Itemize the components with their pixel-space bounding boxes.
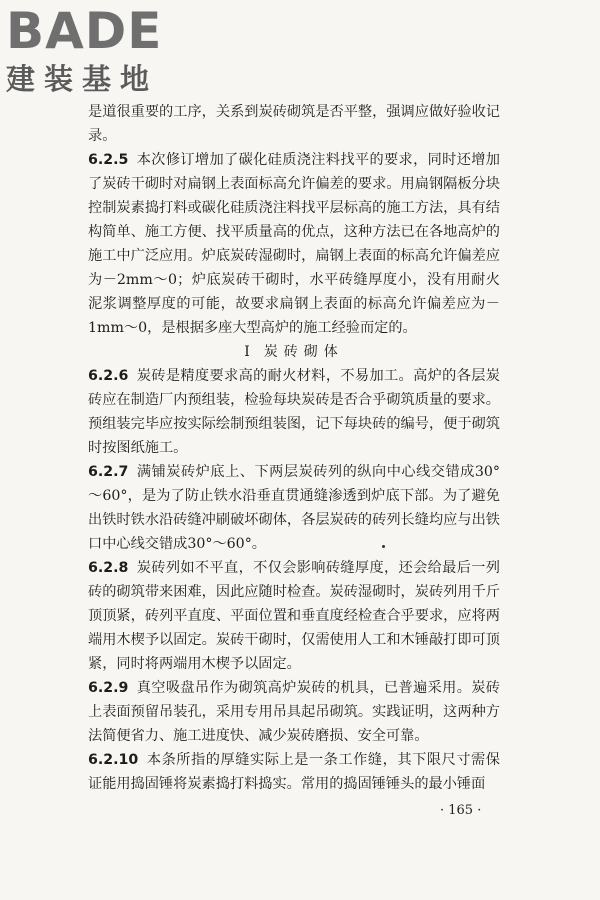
clause-text: 本次修订增加了碳化硅质浇注料找平的要求，同时还增加了炭砖干砌时对扁钢上表面标高允许偏差的要求。用扁钢隔板分块控制炭素捣打料或碳化硅质浇注料找平层标高的施工方法，具有结构简单、施工方便、找平质量高的优点，这种方法已在各地高炉的施工中广泛应用。炉底炭砖湿砌时，扁钢上表面的标高允许偏差应为－2mm～0；炉底炭砖干砌时，水平砖缝厚度小，没有用耐火泥浆调整厚度的可能，故要求扁钢上表面的标高允许偏差应为－1mm～0，是根据多座大型高炉的施工经验而定的。 <box>88 152 500 336</box>
clause-number: 6.2.5 <box>88 152 129 168</box>
clause-number: 6.2.9 <box>88 680 129 696</box>
clause-text: 本条所指的厚缝实际上是一条工作缝，其下限尺寸需保证能用捣固锤将炭素捣打料捣实。常用的捣固锤锤头的最小锤面 <box>88 752 500 792</box>
page-number: · 165 · <box>440 803 482 818</box>
clause-text: 真空吸盘吊作为砌筑高炉炭砖的机具，已普遍采用。炭砖上表面预留吊装孔，采用专用吊具起吊砌筑。实践证明，这两种方法简便省力、施工进度快、减少炭砖磨损、安全可靠。 <box>88 680 500 744</box>
section-title: 炭砖砌体 <box>263 344 344 360</box>
logo <box>6 4 186 100</box>
clause-6-2-7 <box>88 460 500 556</box>
logo-subtitle: 建装基地 <box>6 62 159 96</box>
clause-text: 炭砖是精度要求高的耐火材料，不易加工。高炉的各层炭砖应在制造厂内预组装，检验每块炭砖是否合乎砌筑质量的要求。预组装完毕应按实际绘制预组装图，记下每块砖的编号，便于砌筑时按图纸施工。 <box>88 368 500 456</box>
clause-number: 6.2.8 <box>88 560 129 576</box>
clause-6-2-5 <box>88 148 500 340</box>
clause-6-2-6 <box>88 364 500 460</box>
clause-6-2-10 <box>88 748 500 796</box>
clause-text: 满铺炭砖炉底上、下两层炭砖列的纵向中心线交错成30°～60°，是为了防止铁水沿垂直贯通缝渗透到炉底下部。为了避免出铁时铁水沿砖缝冲刷破坏砌体，各层炭砖的砖列长缝均应与出铁口中心线交错成30°～60°。 <box>88 464 500 552</box>
clause-6-2-8 <box>88 556 500 676</box>
section-numeral: Ⅰ <box>244 344 250 360</box>
document-body <box>88 100 500 796</box>
clause-number: 6.2.6 <box>88 368 129 384</box>
continuation-paragraph: 是道很重要的工序，关系到炭砖砌筑是否平整，强调应做好验收记录。 <box>88 104 500 144</box>
print-speck <box>382 545 385 548</box>
clause-text: 炭砖列如不平直，不仅会影响砖缝厚度，还会给最后一列砖的砌筑带来困难，因此应随时检查。炭砖湿砌时，炭砖列用千斤顶顶紧，砖列平直度、平面位置和垂直度经检查合乎要求，应将两端用木楔予以固定。炭砖干砌时，仅需使用人工和木锤敲打即可顶紧，同时将两端用木楔予以固定。 <box>88 560 500 672</box>
section-heading <box>88 340 500 364</box>
clause-6-2-9 <box>88 676 500 748</box>
clause-number: 6.2.7 <box>88 464 129 480</box>
clause-number: 6.2.10 <box>88 752 139 768</box>
logo-mark: BADE <box>6 2 163 60</box>
